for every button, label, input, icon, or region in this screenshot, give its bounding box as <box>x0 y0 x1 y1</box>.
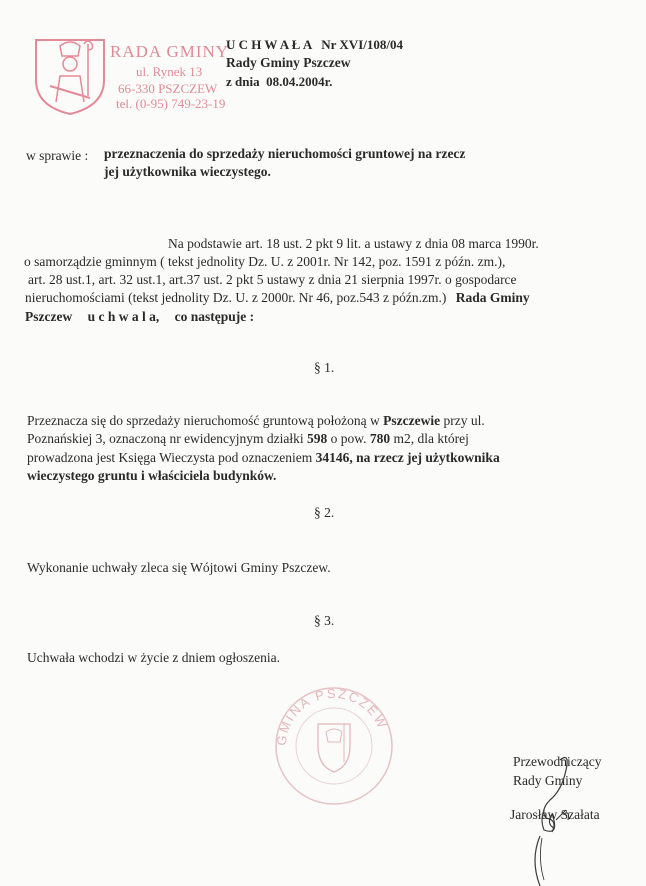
coat-of-arms-icon <box>30 36 110 116</box>
handwritten-signature <box>500 740 610 886</box>
signature-name: Jarosław Szałata <box>510 807 600 822</box>
preamble-line-5 <box>25 309 254 325</box>
resolution-title: U C H W A Ł A Nr XVI/108/04 <box>226 37 403 52</box>
stamp-line-4: tel. (0-95) 749-23-19 <box>116 96 226 111</box>
par2-text: Wykonanie uchwały zleca się Wójtowi Gminy Pszczew. <box>27 560 331 575</box>
seal-shield-icon <box>318 724 350 772</box>
stamp-line-1: RADA GMINY <box>110 42 230 61</box>
signature-role-1: Przewodniczący <box>513 754 602 769</box>
preamble-line-3: art. 28 ust.1, art. 32 ust.1, art.37 ust. 2 pkt 5 ustawy z dnia 21 sierpnia 1997r. o gospodarce <box>28 272 517 287</box>
section-1-heading: § 1. <box>314 360 335 375</box>
par1-l2-area-label: o pow. <box>330 431 367 446</box>
par1-l3-text: prowadzona jest Księga Wieczysta pod oznaczeniem <box>27 450 313 465</box>
par1-line-3 <box>27 450 500 466</box>
preamble-line-4-text: nieruchomościami (tekst jednolity Dz. U. z 2000r. Nr 46, poz.543 z późn.zm.) <box>25 290 447 305</box>
preamble-pszczew: Pszczew <box>25 309 73 324</box>
preamble-line-4 <box>25 290 530 306</box>
stamp-line-3: 66-330 PSZCZEW <box>118 81 218 96</box>
preamble-council: Rada Gminy <box>455 290 530 305</box>
par1-place: Pszczewie <box>383 413 441 428</box>
par1-l2-unit: m2, dla której <box>393 431 469 446</box>
council-name: Rady Gminy Pszczew <box>226 55 351 70</box>
par1-line-1 <box>27 413 485 429</box>
stamp-line-2: ul. Rynek 13 <box>136 64 203 79</box>
svg-text:GMINA PSZCZEW <box>274 686 391 747</box>
par1-line-4: wieczystego gruntu i właściciela budynków. <box>27 468 277 483</box>
subject-line-2: jej użytkownika wieczystego. <box>104 164 271 179</box>
par1-line-2 <box>27 431 469 447</box>
section-2-heading: § 2. <box>314 505 335 520</box>
preamble-line-2: o samorządzie gminnym ( tekst jednolity Dz. U. z 2001r. Nr 142, poz. 1591 z późn. zm.), <box>24 254 506 269</box>
preamble-follows: co następuje : <box>174 309 255 324</box>
par3-text: Uchwała wchodzi w życie z dniem ogłoszenia. <box>27 650 281 665</box>
par1-l1-street: przy ul. <box>443 413 485 428</box>
par1-land-register: 34146, na rzecz jej użytkownika <box>315 450 500 465</box>
signature-role-2: Rady Gminy <box>513 773 583 788</box>
subject-line-1: przeznaczenia do sprzedaży nieruchomości gruntowej na rzecz <box>104 146 466 161</box>
subject-prefix: w sprawie : <box>26 148 89 163</box>
preamble-uchwala: u c h w a l a, <box>87 309 160 324</box>
par1-l1-text: Przeznacza się do sprzedaży nieruchomość gruntową położoną w <box>27 413 380 428</box>
par1-plot-number: 598 <box>307 431 328 446</box>
seal-text: GMINA PSZCZEW <box>273 685 391 747</box>
section-3-heading: § 3. <box>314 613 335 628</box>
resolution-date: z dnia 08.04.2004r. <box>226 74 333 89</box>
par1-l2-text: Poznańskiej 3, oznaczoną nr ewidencyjnym działki <box>27 431 304 446</box>
municipal-seal <box>264 676 404 806</box>
par1-area: 780 <box>369 431 391 446</box>
preamble-line-1: Na podstawie art. 18 ust. 2 pkt 9 lit. a ustawy z dnia 08 marca 1990r. <box>168 236 539 251</box>
